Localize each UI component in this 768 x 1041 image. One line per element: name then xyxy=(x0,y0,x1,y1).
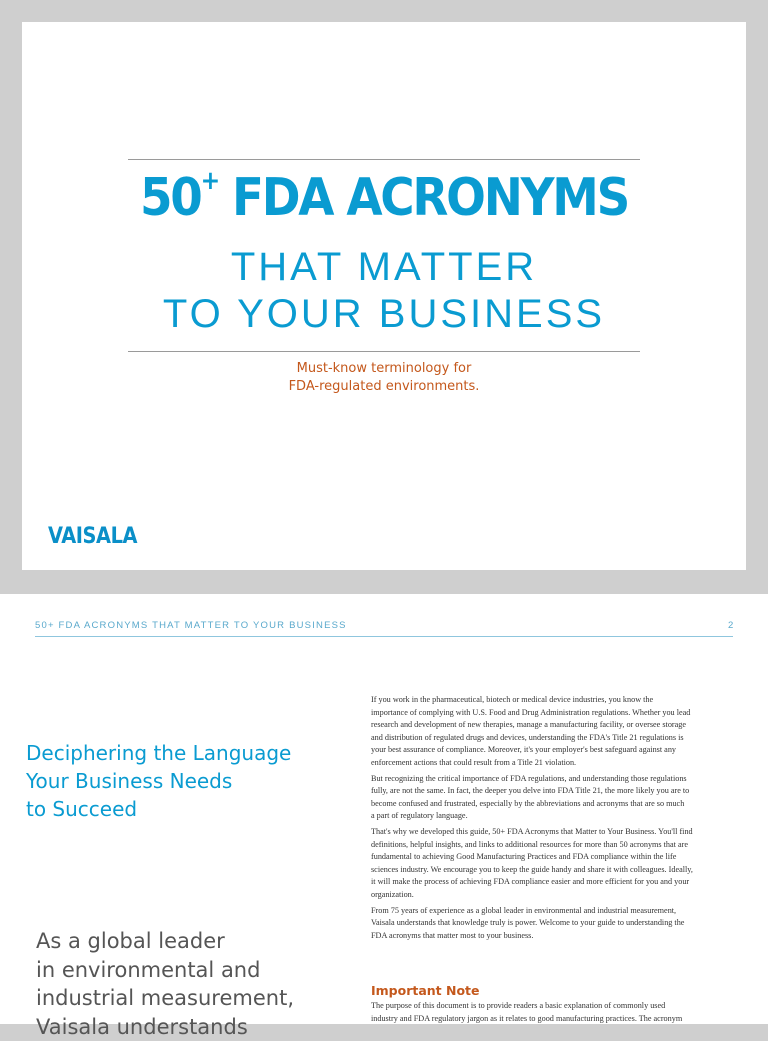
paragraph: But recognizing the critical importance of FDA regulations, and understanding those regulations fully, are not the same. In fact, the deeper you delve into FDA Title 21, the more likely you are to become confused and frustrated, especially by the abbreviations and acronyms that are so much a part of regulatory language. xyxy=(371,773,690,821)
cover-tagline-line1: Must-know terminology for xyxy=(296,361,472,376)
cover-title: 50+ FDA ACRONYMS xyxy=(139,166,629,228)
header-rule xyxy=(35,636,733,637)
important-note-heading: Important Note xyxy=(371,983,480,998)
section-heading: Deciphering the Language Your Business Needs to Succeed xyxy=(26,741,292,821)
page-number: 2 xyxy=(728,620,734,631)
paragraph: From 75 years of experience as a global leader in environmental and industrial measurement, Vaisala understands that knowledge truly is power. Welcome to your guide to understanding the FDA acronyms that matter most to your business. xyxy=(371,905,685,940)
cover-top-rule xyxy=(128,159,640,160)
body-text xyxy=(371,694,733,945)
cover-page xyxy=(22,22,746,570)
running-header: 50+ FDA ACRONYMS THAT MATTER TO YOUR BUSINESS xyxy=(35,620,347,631)
vaisala-logo: VAISALA xyxy=(48,524,138,549)
paragraph: That's why we developed this guide, 50+ FDA Acronyms that Matter to Your Business. You'll find definitions, helpful insights, and links to additional resources for more than 50 acronyms that are fundamental to achieving Good Manufacturing Practices and FDA compliance within the life sciences industry. We encourage you to keep the guide handy and share it with colleagues. Ideally, it will make the process of achieving FDA compliance easier and more efficient for you and your organization. xyxy=(371,826,693,899)
cover-bottom-rule xyxy=(128,351,640,352)
cover-subtitle-line1: THAT MATTER xyxy=(230,245,538,289)
document-page-2 xyxy=(0,594,768,1039)
cover-subtitle-line2: TO YOUR BUSINESS xyxy=(162,292,606,336)
pull-quote: As a global leader in environmental and industrial measurement, Vaisala understands xyxy=(36,929,294,1039)
paragraph: If you work in the pharmaceutical, biotech or medical device industries, you know the importance of complying with U.S. Food and Drug Administration regulations. Whether you lead research and development of new therapies, manage a manufacturing facility, or oversee storage and distribution of regulated drugs and devices, understanding the FDA's Title 21 regulations is your best assurance of compliance. Moreover, it's your employer's best safeguard against any enforcement actions that could result from a Title 21 violation. xyxy=(371,695,691,767)
important-note-body: The purpose of this document is to provide readers a basic explanation of commonly used industry and FDA regulatory jargon as it relates to good manufacturing practices. The acronym xyxy=(371,1001,683,1023)
cover-tagline-line2: FDA-regulated environments. xyxy=(288,379,480,394)
